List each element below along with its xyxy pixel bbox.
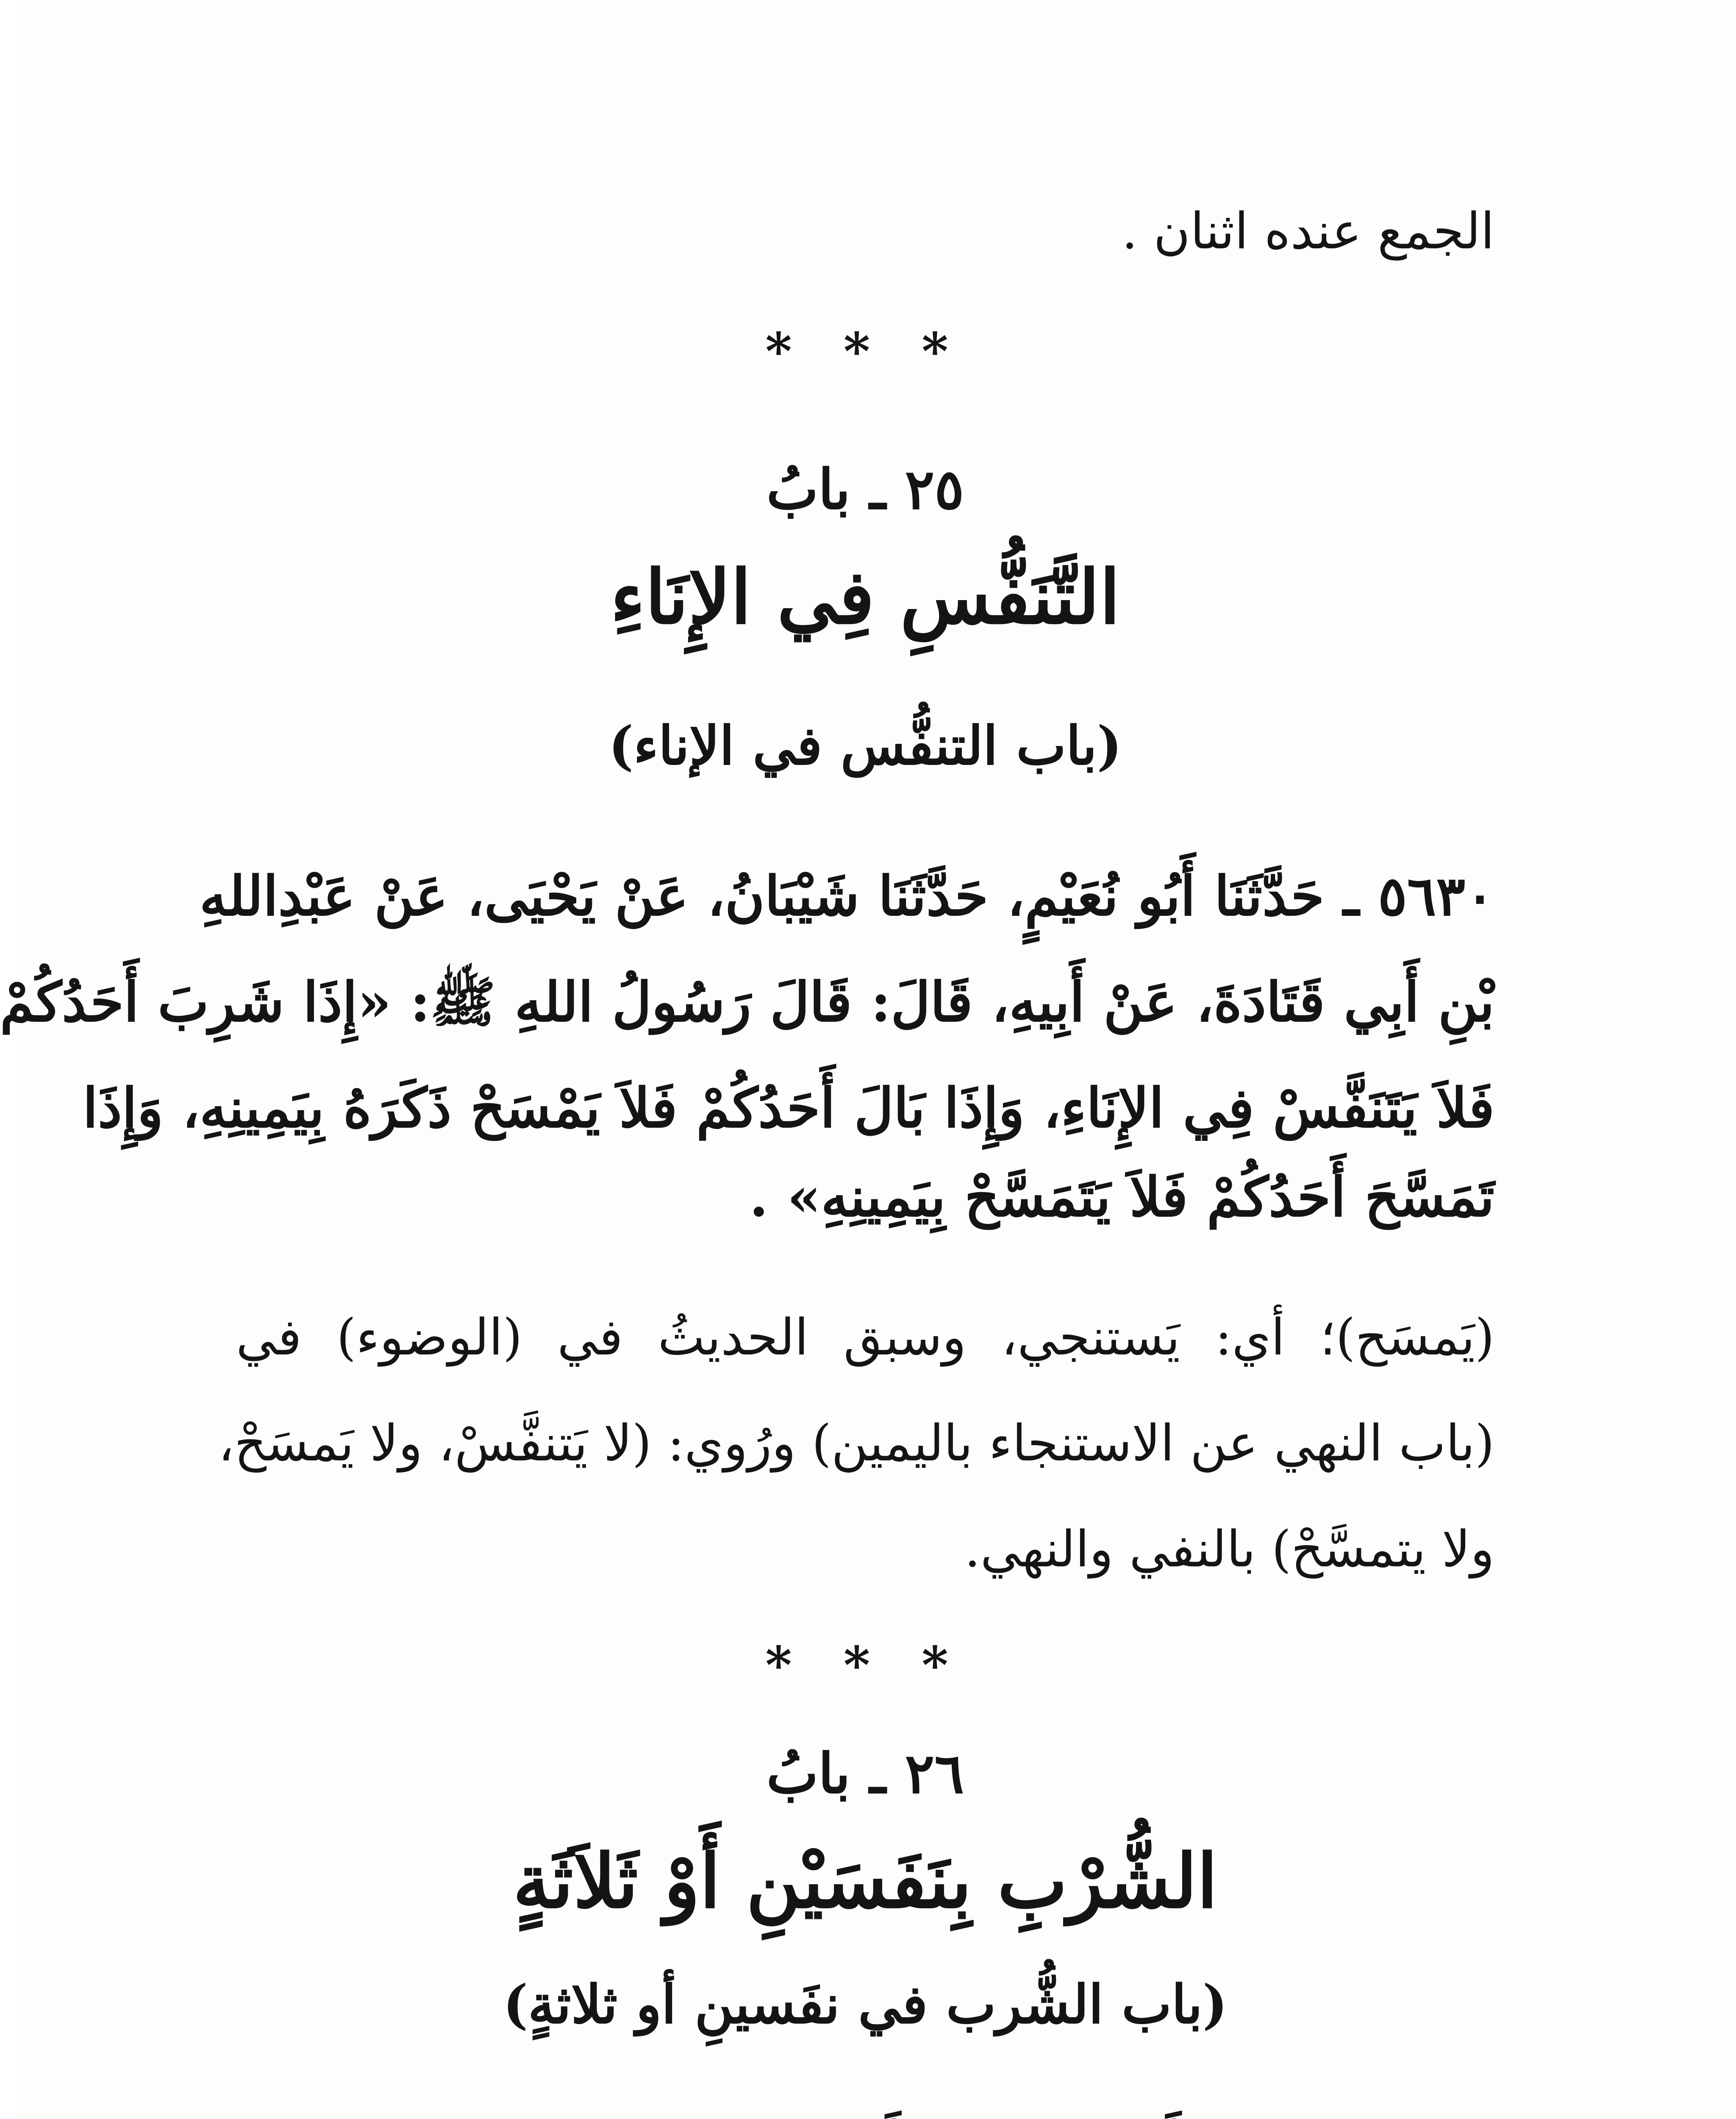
hadith-line: فَلاَ يَتَنَفَّسْ فِي الإِنَاءِ، وَإِذَا بَالَ أَحَدُكُمْ فَلاَ يَمْسَحْ ذَكَرَهُ بِيَمِينِهِ، وَإِذَا (83, 1076, 1494, 1140)
hadith-line: ٥٦٣٠ ـ حَدَّثَنَا أَبُو نُعَيْمٍ، حَدَّثَنَا شَيْبَانُ، عَنْ يَحْيَى، عَنْ عَبْدِاللهِ (199, 865, 1494, 928)
chapter-number: ٢٥ ـ بابُ (766, 457, 964, 522)
hadith-line: بْنِ أَبِي قَتَادَةَ، عَنْ أَبِيهِ، قَالَ: قَالَ رَسُولُ اللهِ ﷺ: «إِذَا شَرِبَ أَحَدُكُمْ (0, 971, 1494, 1034)
section-separator: * * * (765, 1635, 965, 1695)
chapter-number: ٢٦ ـ بابُ (766, 1741, 964, 1806)
commentary-line: (باب النهي عن الاستنجاء باليمين) ورُوي: (لا يَتنفَّسْ، ولا يَمسَحْ، (218, 1414, 1494, 1472)
chapter-title: التَّنَفُّسِ فِي الإِنَاءِ (610, 554, 1120, 641)
chapter-subtitle: (باب التنفُّس في الإناء) (608, 715, 1122, 777)
commentary-line: (يَمسَح)؛ أي: يَستنجي، وسبق الحديثُ في (الوضوء) في (236, 1308, 1494, 1366)
section-separator: * * * (765, 322, 965, 381)
hadith-line: تَمَسَّحَ أَحَدُكُمْ فَلاَ يَتَمَسَّحْ بِيَمِينِهِ» . (749, 1165, 1494, 1229)
chapter-title: الشُّرْبِ بِنَفَسَيْنِ أَوْ ثَلاَثَةٍ (513, 1838, 1218, 1925)
chapter-subtitle: (باب الشُّرب في نفَسينِ أو ثلاثةٍ) (503, 1974, 1228, 2036)
commentary-line: ولا يتمسَّحْ) بالنفي والنهي. (964, 1520, 1494, 1578)
continuation-line: الجمع عنده اثنان . (1122, 202, 1494, 260)
